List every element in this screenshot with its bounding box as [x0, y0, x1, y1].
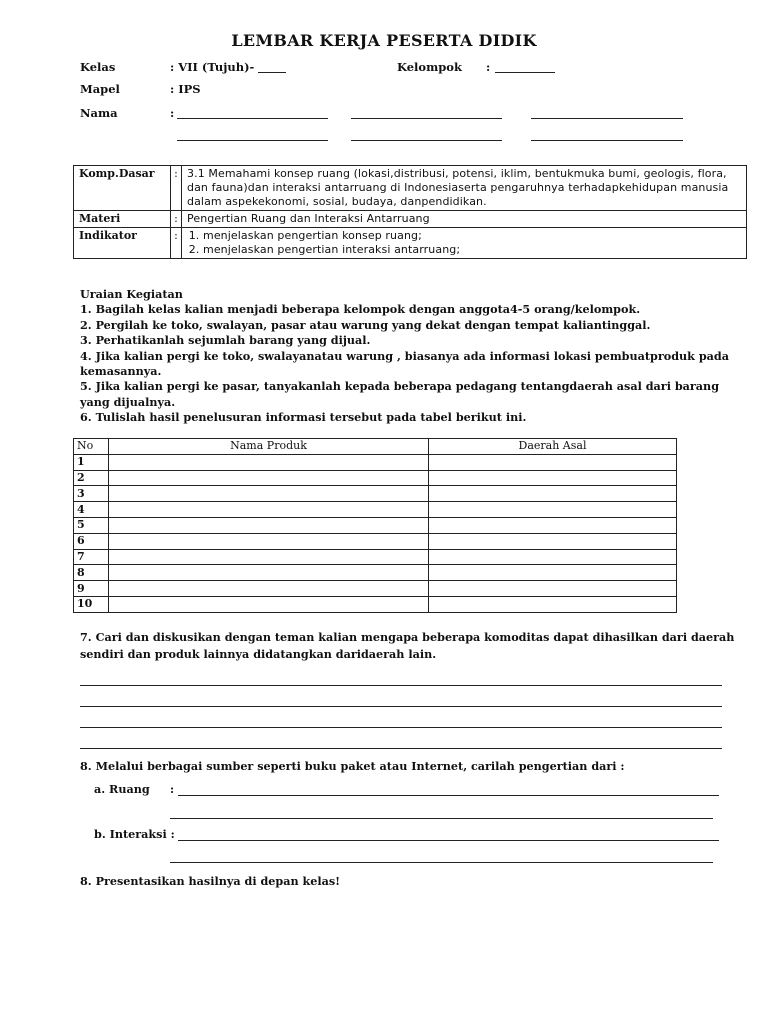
daerah-asal-cell[interactable] [429, 581, 677, 597]
nama-produk-cell[interactable] [109, 486, 429, 502]
kelompok-colon: : [486, 60, 491, 74]
answer-line-interaksi[interactable] [170, 862, 713, 863]
daerah-asal-cell[interactable] [429, 596, 677, 612]
nama-blank-6[interactable] [531, 140, 683, 141]
activity-step: 5. Jika kalian pergi ke pasar, tanyakanlah kepada beberapa pedagang tentangdaerah asal dari barang yang dijualnya. [80, 379, 720, 409]
daerah-asal-cell[interactable] [429, 533, 677, 549]
answer-line-7[interactable] [80, 727, 722, 728]
nama-produk-cell[interactable] [109, 502, 429, 518]
materi-colon: : [171, 211, 182, 228]
answer-line-interaksi[interactable] [178, 840, 719, 841]
nama-produk-cell[interactable] [109, 549, 429, 565]
q8a-colon: : [170, 782, 175, 796]
kelas-value: : VII (Tujuh)- [170, 60, 255, 74]
komp-dasar-colon: : [171, 166, 182, 211]
row-number: 9 [74, 581, 109, 597]
indikator-row [74, 228, 747, 259]
question-presentation: 8. Presentasikan hasilnya di depan kelas! [80, 874, 341, 888]
activity-heading: Uraian Kegiatan [80, 287, 183, 301]
kelas-label: Kelas [80, 60, 116, 74]
row-number: 6 [74, 533, 109, 549]
indikator-label: Indikator [74, 228, 171, 259]
nama-blank-3[interactable] [531, 118, 683, 119]
nama-produk-cell[interactable] [109, 565, 429, 581]
daerah-asal-cell[interactable] [429, 549, 677, 565]
row-number: 7 [74, 549, 109, 565]
nama-blank-4[interactable] [177, 140, 328, 141]
table-row [74, 470, 677, 486]
daerah-asal-cell[interactable] [429, 565, 677, 581]
row-number: 2 [74, 470, 109, 486]
q8b-label: b. Interaksi : [94, 827, 175, 841]
nama-blank-1[interactable] [177, 118, 328, 119]
table-row [74, 486, 677, 502]
question-8: 8. Melalui berbagai sumber seperti buku paket atau Internet, carilah pengertian dari : [80, 759, 625, 773]
komp-dasar-label: Komp.Dasar [74, 166, 171, 211]
col-daerah-asal: Daerah Asal [429, 439, 677, 455]
daerah-asal-cell[interactable] [429, 486, 677, 502]
daerah-asal-cell[interactable] [429, 502, 677, 518]
indikator-item: 2. menjelaskan pengertian interaksi antarruang; [203, 243, 741, 257]
question-7: 7. Cari dan diskusikan dengan teman kalian mengapa beberapa komoditas dapat dihasilkan dari daerah sendiri dan produk lainnya didatangkan daridaerah lain. [80, 630, 735, 661]
nama-produk-cell[interactable] [109, 596, 429, 612]
answer-line-7[interactable] [80, 748, 722, 749]
indikator-value [182, 228, 747, 259]
q8a-label: a. Ruang [94, 782, 150, 796]
answer-line-ruang[interactable] [170, 818, 713, 819]
nama-colon: : [170, 106, 175, 120]
nama-produk-cell[interactable] [109, 454, 429, 470]
nama-produk-cell[interactable] [109, 581, 429, 597]
nama-produk-cell[interactable] [109, 517, 429, 533]
komp-dasar-value: 3.1 Memahami konsep ruang (lokasi,distribusi, potensi, iklim, bentukmuka bumi, geologis, flora, dan fauna)dan interaksi antarruang di Indonesiaserta pengaruhnya terhadapkehidupan manusia dalam aspekekonomi, sosial, budaya, danpendidikan. [182, 166, 747, 211]
daerah-asal-cell[interactable] [429, 517, 677, 533]
table-row [74, 517, 677, 533]
worksheet-title: LEMBAR KERJA PESERTA DIDIK [231, 31, 537, 50]
materi-label: Materi [74, 211, 171, 228]
row-number: 8 [74, 565, 109, 581]
nama-blank-5[interactable] [351, 140, 502, 141]
activity-step: 4. Jika kalian pergi ke toko, swalayanatau warung , biasanya ada informasi lokasi pembuatproduk pada kemasannya. [80, 348, 729, 379]
product-table-header [74, 439, 677, 455]
row-number: 3 [74, 486, 109, 502]
materi-row [74, 211, 747, 228]
col-nama-produk: Nama Produk [109, 439, 429, 455]
kelas-blank[interactable] [258, 72, 286, 73]
row-number: 5 [74, 517, 109, 533]
col-no: No [74, 439, 109, 455]
indikator-item: 1. menjelaskan pengertian konsep ruang; [203, 229, 741, 243]
daerah-asal-cell[interactable] [429, 470, 677, 486]
row-number: 10 [74, 596, 109, 612]
row-number: 1 [74, 454, 109, 470]
kelompok-blank[interactable] [495, 72, 555, 73]
table-row [74, 502, 677, 518]
answer-line-7[interactable] [80, 685, 722, 686]
answer-line-7[interactable] [80, 706, 722, 707]
daerah-asal-cell[interactable] [429, 454, 677, 470]
activity-step: 3. Perhatikanlah sejumlah barang yang dijual. [80, 333, 371, 348]
table-row [74, 565, 677, 581]
nama-label: Nama [80, 106, 118, 120]
nama-produk-cell[interactable] [109, 533, 429, 549]
product-table [73, 438, 677, 613]
materi-value: Pengertian Ruang dan Interaksi Antarruang [182, 211, 747, 228]
kelompok-label: Kelompok [397, 60, 462, 74]
komp-dasar-row [74, 166, 747, 211]
indikator-colon: : [171, 228, 182, 259]
activity-step: 2. Pergilah ke toko, swalayan, pasar atau warung yang dekat dengan tempat kaliantinggal. [80, 317, 651, 332]
activity-step: 1. Bagilah kelas kalian menjadi beberapa kelompok dengan anggota4-5 orang/kelompok. [80, 302, 641, 317]
competency-table [73, 165, 747, 259]
table-row [74, 581, 677, 597]
nama-produk-cell[interactable] [109, 470, 429, 486]
table-row [74, 549, 677, 565]
table-row [74, 533, 677, 549]
activity-section [80, 287, 740, 426]
answer-line-ruang[interactable] [178, 795, 719, 796]
nama-blank-2[interactable] [351, 118, 502, 119]
mapel-value: : IPS [170, 82, 201, 96]
mapel-label: Mapel [80, 82, 120, 96]
table-row [74, 454, 677, 470]
table-row [74, 596, 677, 612]
row-number: 4 [74, 502, 109, 518]
activity-step: 6. Tulislah hasil penelusuran informasi tersebut pada tabel berikut ini. [80, 410, 527, 425]
